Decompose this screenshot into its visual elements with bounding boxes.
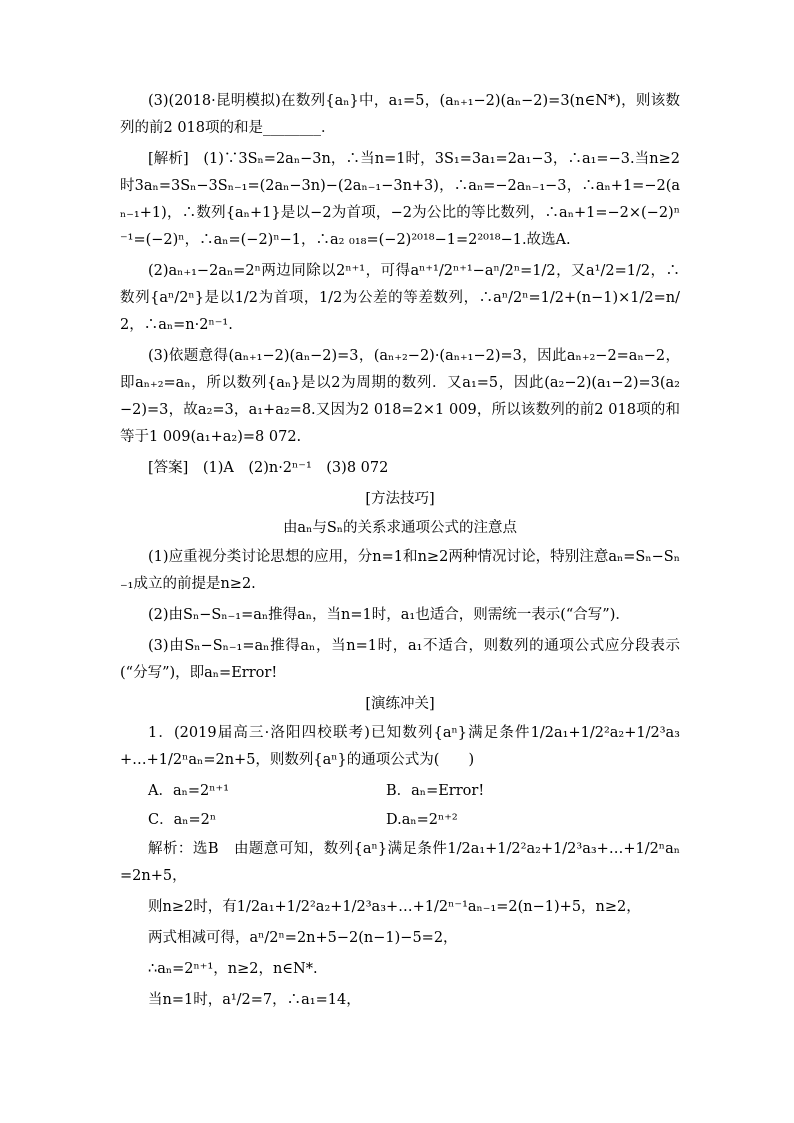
problem-3-text: (3)(2018·昆明模拟)在数列{aₙ}中，a₁=5，(aₙ₊₁−2)(aₙ−2)=3(n∈N*)，则该数列的前2 018项的和是________．: [120, 93, 680, 136]
answer-line: [答案] (1)A (2)n·2ⁿ⁻¹ (3)8 072: [148, 460, 389, 476]
choice-d: D.aₙ=2ⁿ⁺²: [386, 812, 458, 828]
analysis-part-2: (2)aₙ₊₁−2aₙ=2ⁿ两边同除以2ⁿ⁺¹，可得aⁿ⁺¹/2ⁿ⁺¹−aⁿ/2ⁿ=1/2，又a¹/2=1/2，∴数列{aⁿ/2ⁿ}是以1/2为首项，1/2为公差的等差数列，∴aⁿ/2ⁿ=1/2+(n−1)×1/2=n/2，∴aₙ=n·2ⁿ⁻¹.: [120, 263, 680, 333]
method-point-2: (2)由Sₙ−Sₙ₋₁=aₙ推得aₙ，当n=1时，a₁也适合，则需统一表示(“合写”)．: [148, 607, 630, 623]
choice-c: C．aₙ=2ⁿ: [148, 812, 217, 828]
solution-line-1: 解析：选B 由题意可知，数列{aⁿ}满足条件1/2a₁+1/2²a₂+1/2³a₃+…+1/2ⁿaₙ=2n+5，: [120, 841, 680, 884]
exercise-1-stem: 1．(2019届高三·洛阳四校联考)已知数列{aⁿ}满足条件1/2a₁+1/2²a₂+1/2³a₃+…+1/2ⁿaₙ=2n+5，则数列{aⁿ}的通项公式为( ): [120, 725, 680, 768]
method-heading: [方法技巧]: [365, 491, 435, 507]
choice-a: A．aₙ=2ⁿ⁺¹: [148, 783, 230, 799]
solution-line-4: ∴aₙ=2ⁿ⁺¹，n≥2，n∈N*.: [148, 961, 318, 977]
analysis-part-1: [解析] (1)∵3Sₙ=2aₙ−3n，∴当n=1时，3S₁=3a₁=2a₁−3，∴a₁=−3.当n≥2时3aₙ=3Sₙ−3Sₙ₋₁=(2aₙ−3n)−(2aₙ₋₁−3n+3)，∴aₙ=−2aₙ₋₁−3，∴aₙ+1=−2(aₙ₋₁+1)，∴数列{aₙ+1}是以−2为首项，−2为公比的等比数列，∴aₙ+1=−2×(−2)ⁿ⁻¹=(−2)ⁿ，∴aₙ=(−2)ⁿ−1，∴a₂ ₀₁₈=(−2)²⁰¹⁸−1=2²⁰¹⁸−1.故选A.: [120, 151, 680, 248]
document-page: [120, 88, 680, 1018]
method-point-3: (3)由Sₙ−Sₙ₋₁=aₙ推得aₙ，当n=1时，a₁不适合，则数列的通项公式应分段表示(“分写”)，即aₙ=Error!: [120, 638, 680, 681]
exercise-1-choices: [148, 778, 680, 834]
solution-line-2: 则n≥2时，有1/2a₁+1/2²a₂+1/2³a₃+…+1/2ⁿ⁻¹aₙ₋₁=2(n−1)+5，n≥2，: [148, 899, 641, 915]
method-point-1: (1)应重视分类讨论思想的应用，分n=1和n≥2两种情况讨论，特别注意aₙ=Sₙ−Sₙ₋₁成立的前提是n≥2.: [120, 549, 680, 592]
solution-line-3: 两式相减可得，aⁿ/2ⁿ=2n+5−2(n−1)−5=2，: [148, 930, 458, 946]
method-title: 由aₙ与Sₙ的关系求通项公式的注意点: [282, 520, 518, 536]
solution-line-5: 当n=1时，a¹/2=7，∴a₁=14，: [148, 992, 361, 1008]
practice-heading: [演练冲关]: [365, 696, 435, 712]
analysis-part-3: (3)依题意得(aₙ₊₁−2)(aₙ−2)=3，(aₙ₊₂−2)·(aₙ₊₁−2)=3，因此aₙ₊₂−2=aₙ−2，即aₙ₊₂=aₙ，所以数列{aₙ}是以2为周期的数列．又a₁=5，因此(a₂−2)(a₁−2)=3(a₂−2)=3，故a₂=3，a₁+a₂=8.又因为2 018=2×1 009，所以该数列的前2 018项的和等于1 009(a₁+a₂)=8 072.: [120, 348, 680, 445]
choice-b: B．aₙ=Error!: [386, 783, 485, 799]
solution-block: [120, 836, 680, 1014]
